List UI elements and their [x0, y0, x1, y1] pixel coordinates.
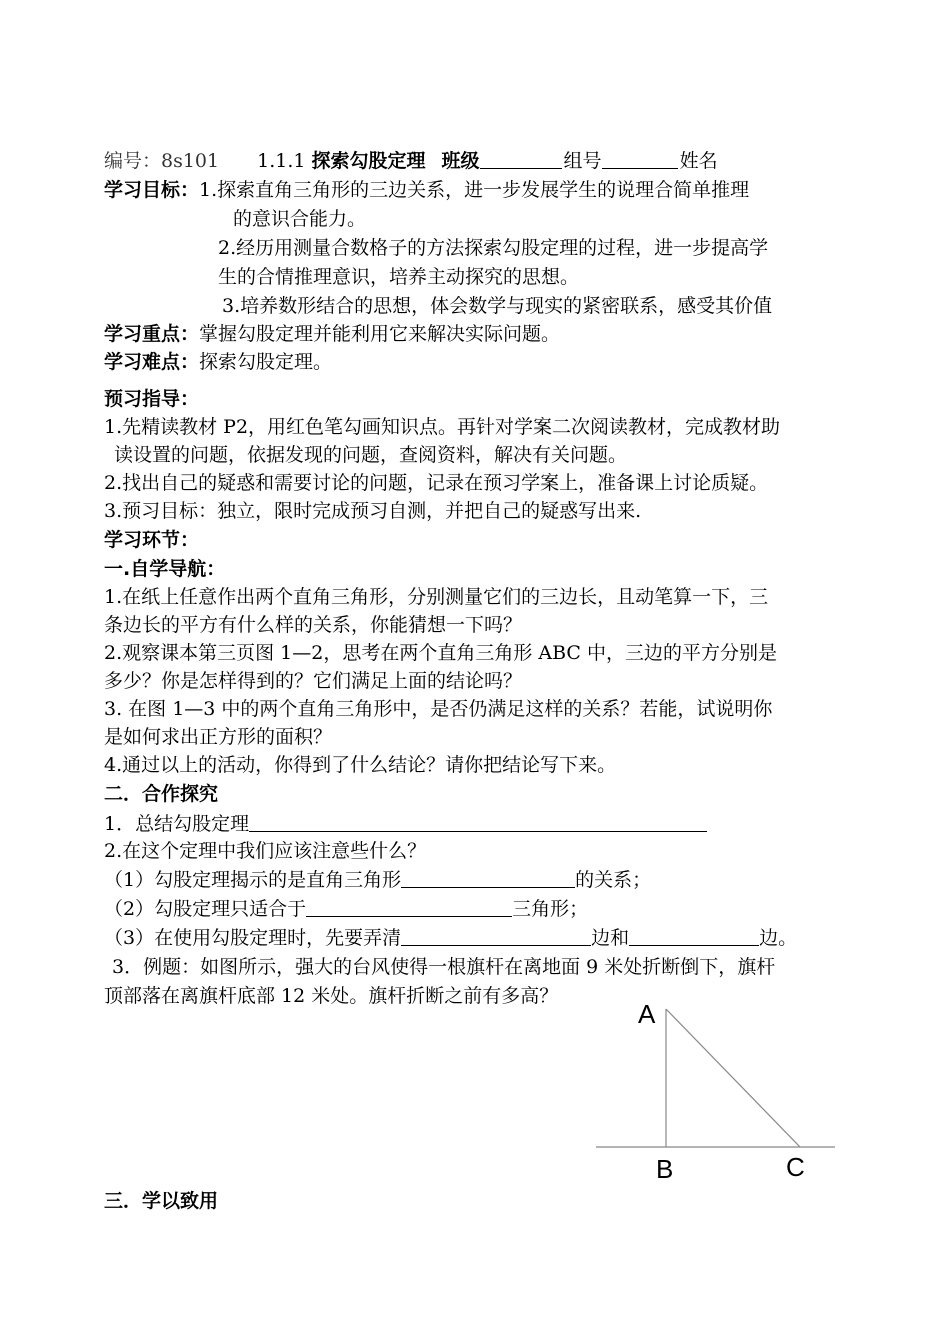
note-2-text: （2）勾股定理只适合于 [104, 898, 307, 920]
objectives-line-4: 生的合情推理意识，培养主动探究的思想。 [218, 266, 580, 288]
objectives-line-5: 3.培养数形结合的思想，体会数学与现实的紧密联系，感受其价值 [222, 295, 773, 317]
objectives-line-1 [104, 178, 749, 202]
group-blank[interactable] [602, 148, 678, 169]
note-3-mid: 边和 [591, 927, 630, 949]
note-3-tail: 边。 [759, 927, 798, 949]
section-3-heading: 三．学以致用 [104, 1190, 219, 1212]
s2-line-7: 顶部落在离旗杆底部 12 米处。旗杆折断之前有多高？ [104, 985, 559, 1007]
note-3-blank-1[interactable] [401, 925, 591, 946]
s2-line-4 [104, 896, 588, 921]
class-blank[interactable] [480, 148, 562, 169]
section-2-heading: 二．合作探究 [104, 783, 219, 805]
objectives-line-2: 的意识合能力。 [233, 208, 367, 230]
s1-line-2: 条边长的平方有什么样的关系，你能猜想一下吗？ [104, 614, 523, 636]
broken-segment-ac [666, 1009, 800, 1147]
s1-line-3: 2.观察课本第三页图 1—2，思考在两个直角三角形 ABC 中，三边的平方分别是 [104, 642, 777, 664]
triangle-figure [590, 995, 840, 1185]
preview-line-4: 3.预习目标：独立，限时完成预习自测，并把自己的疑惑写出来. [104, 500, 642, 522]
objectives-label: 学习目标： [104, 179, 200, 201]
difficulty-line [104, 350, 332, 374]
section-1-heading: 一.自学导航： [104, 558, 226, 580]
lesson-number: 1.1.1 [257, 150, 306, 172]
name-label: 姓名 [679, 150, 718, 172]
s1-line-6: 是如何求出正方形的面积？ [104, 726, 333, 748]
preview-line-3: 2.找出自己的疑惑和需要讨论的问题，记录在预习学案上，准备课上讨论质疑。 [104, 472, 769, 494]
s2-line-2: 2.在这个定理中我们应该注意些什么？ [104, 840, 427, 862]
s2-line-5 [104, 925, 797, 950]
s2-line-6: 3．例题：如图所示，强大的台风使得一根旗杆在离地面 9 米处折断倒下，旗杆 [112, 956, 776, 978]
header-line [104, 148, 718, 173]
s1-line-4: 多少？你是怎样得到的？它们满足上面的结论吗？ [104, 670, 523, 692]
s2-line-3 [104, 867, 651, 892]
study-heading: 学习环节： [104, 529, 200, 551]
s2-line-1 [104, 811, 707, 836]
preview-line-2: 读设置的问题，依据发现的问题，查阅资料，解决有关问题。 [114, 444, 628, 466]
key-point-label: 学习重点： [104, 323, 200, 345]
key-point-line [104, 322, 560, 346]
group-label: 组号 [563, 150, 602, 172]
label-c: C [786, 1152, 805, 1182]
note-1-blank[interactable] [401, 867, 575, 888]
note-3-text: （3）在使用勾股定理时，先要弄清 [104, 927, 402, 949]
label-b: B [656, 1154, 674, 1184]
label-a: A [638, 999, 656, 1029]
note-1-tail: 的关系； [575, 869, 652, 891]
difficulty-text: 探索勾股定理。 [199, 351, 333, 373]
note-2-tail: 三角形； [512, 898, 589, 920]
class-label: 班级 [441, 150, 480, 172]
note-2-blank[interactable] [306, 896, 512, 917]
theorem-blank[interactable] [249, 811, 707, 832]
preview-heading: 预习指导： [104, 388, 200, 410]
objective-1: 1.探索直角三角形的三边关系，进一步发展学生的说理合简单推理 [199, 179, 750, 201]
theorem-summary-label: 1．总结勾股定理 [104, 813, 250, 835]
page-title: 探索勾股定理 [311, 150, 426, 172]
s1-line-1: 1.在纸上任意作出两个直角三角形，分别测量它们的三边长，且动笔算一下，三 [104, 586, 769, 608]
preview-line-1: 1.先精读教材 P2，用红色笔勾画知识点。再针对学案二次阅读教材，完成教材助 [104, 416, 781, 438]
doc-code: 编号：8s101 [104, 150, 220, 172]
objectives-line-3: 2.经历用测量合数格子的方法探索勾股定理的过程，进一步提高学 [218, 237, 769, 259]
note-1-text: （1）勾股定理揭示的是直角三角形 [104, 869, 402, 891]
key-point-text: 掌握勾股定理并能利用它来解决实际问题。 [199, 323, 561, 345]
s1-line-7: 4.通过以上的活动，你得到了什么结论？请你把结论写下来。 [104, 754, 617, 776]
note-3-blank-2[interactable] [629, 925, 759, 946]
s1-line-5: 3. 在图 1—3 中的两个直角三角形中，是否仍满足这样的关系？若能，试说明你 [104, 698, 773, 720]
difficulty-label: 学习难点： [104, 351, 200, 373]
